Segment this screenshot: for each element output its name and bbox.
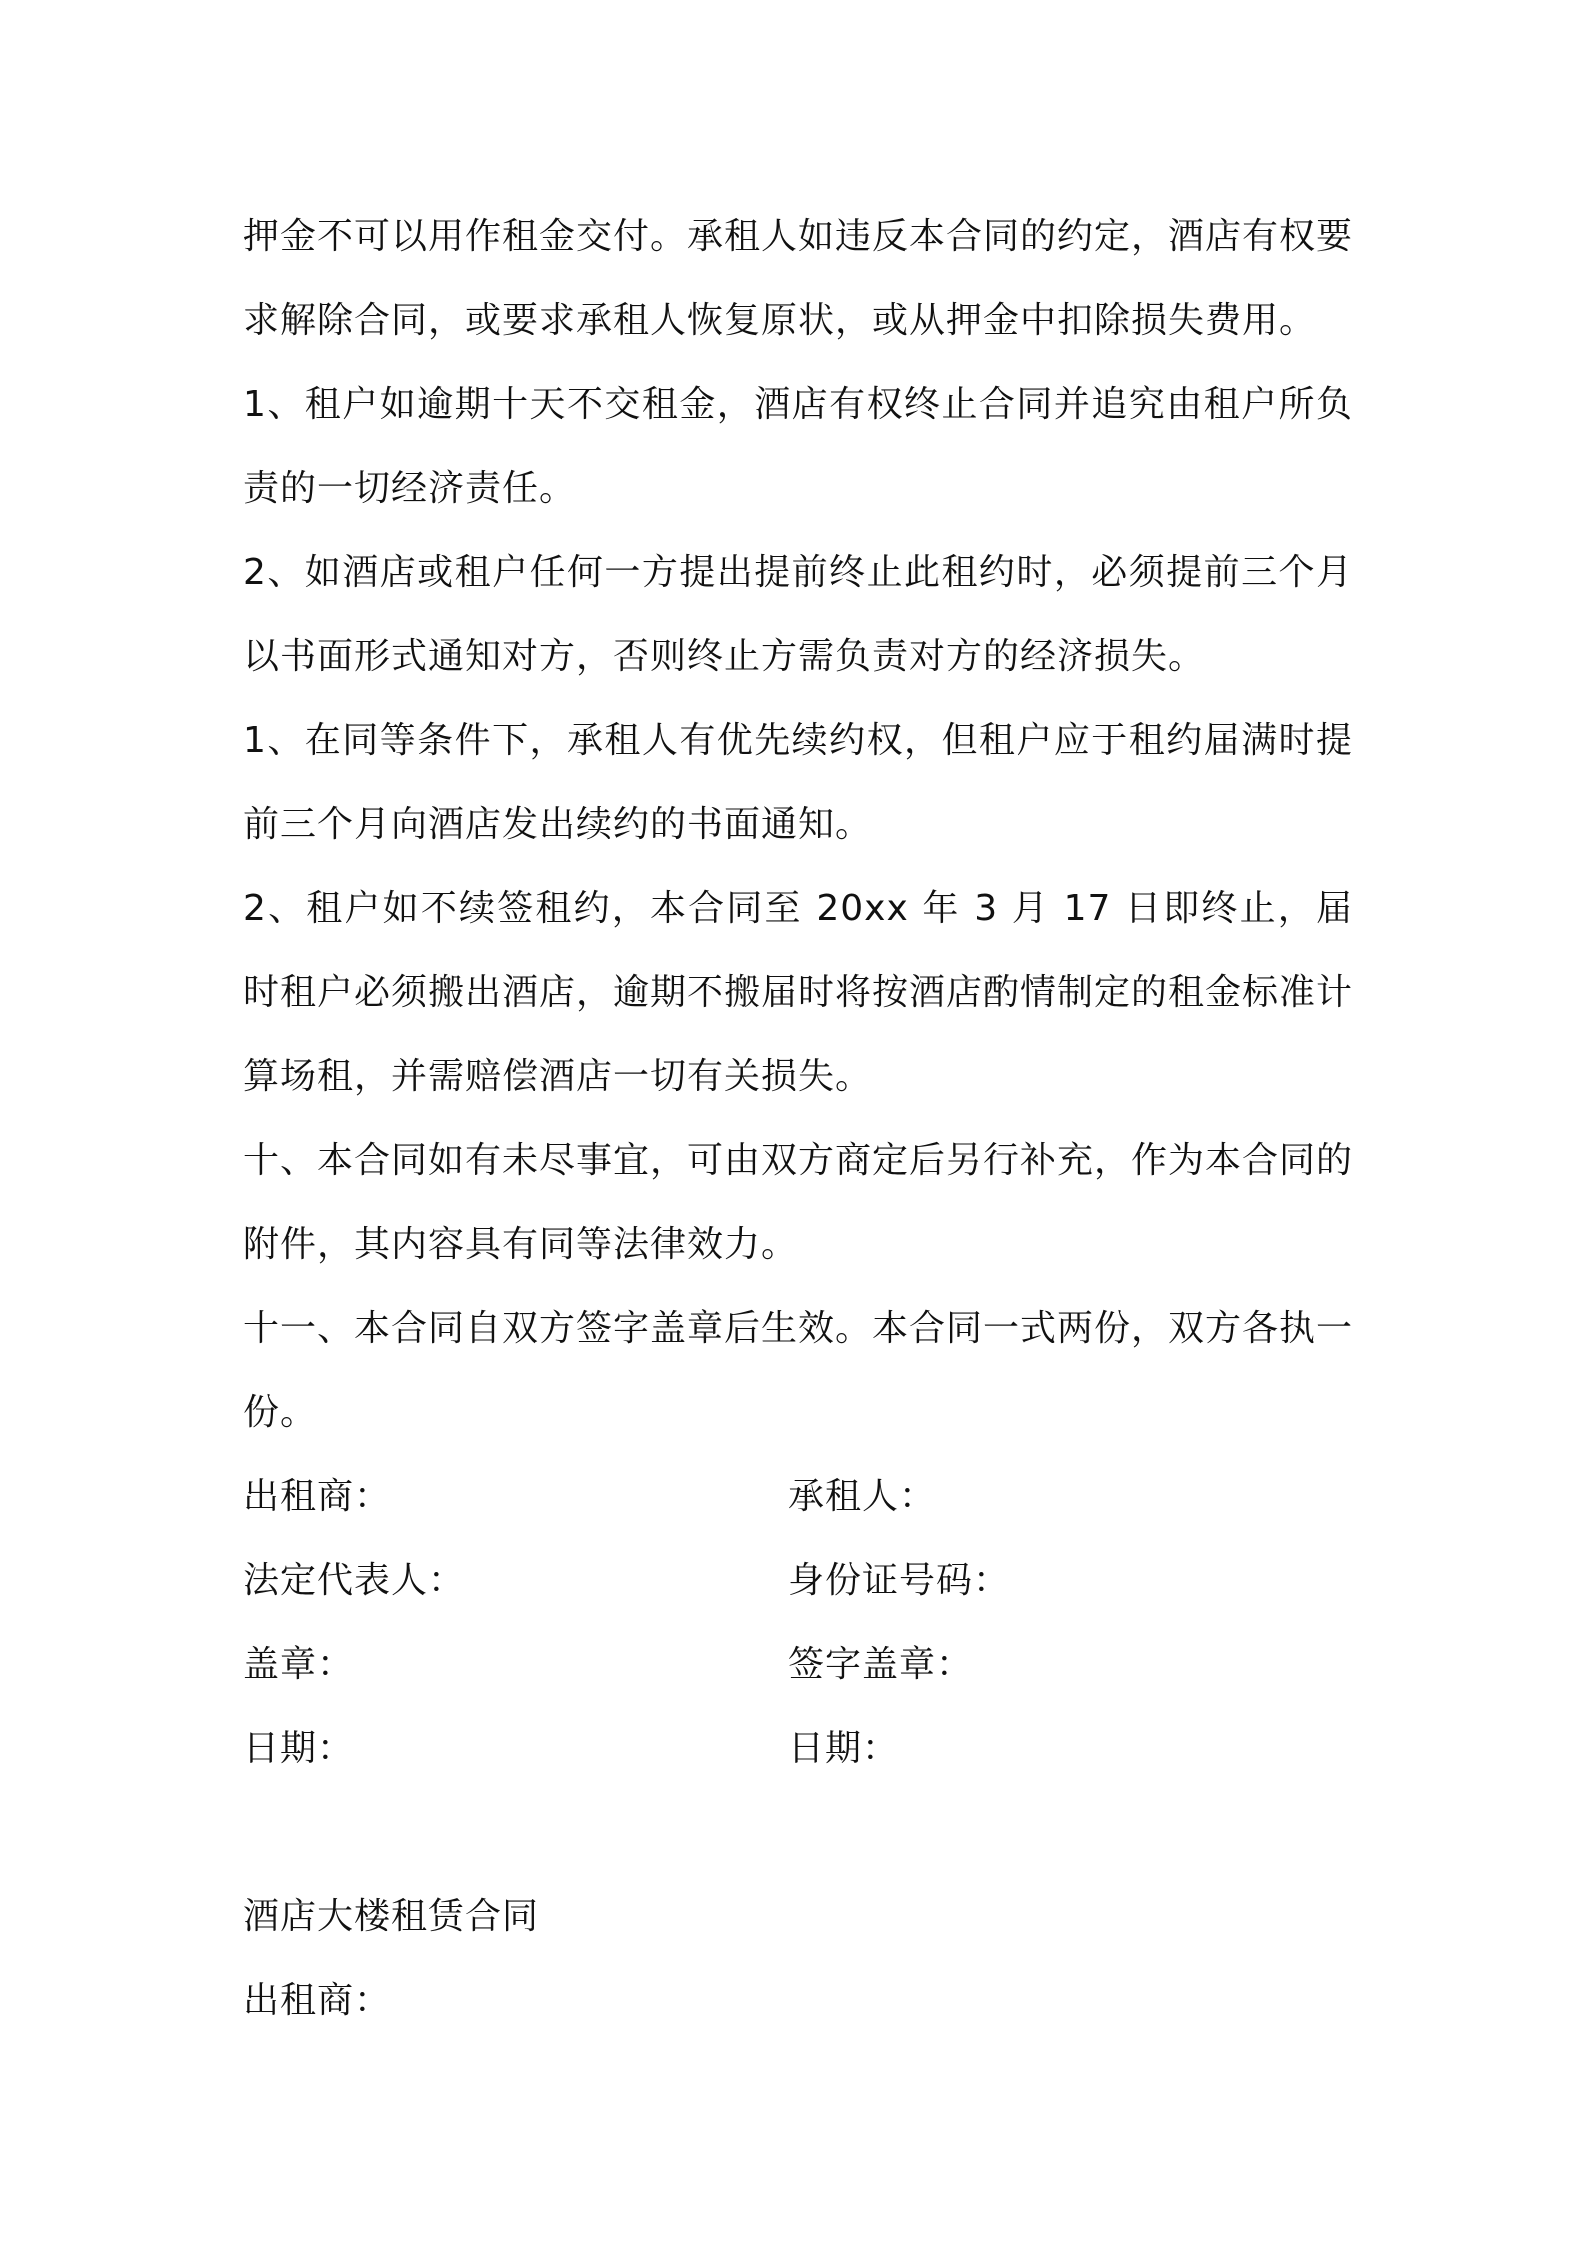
signature-seal-label: 签字盖章：	[788, 1644, 974, 1685]
paragraph-supplement: 十、本合同如有未尽事宜，可由双方商定后另行补充，作为本合同的附件，其内容具有同等法律效力。	[243, 1140, 1354, 1265]
id-number-label: 身份证号码：	[788, 1560, 1011, 1601]
lessor-date-label: 日期：	[243, 1728, 355, 1769]
signature-row-identity	[243, 1539, 1353, 1623]
lessee-label: 承租人：	[788, 1476, 937, 1517]
paragraph-deposit: 押金不可以用作租金交付。承租人如违反本合同的约定，酒店有权要求解除合同，或要求承租人恢复原状，或从押金中扣除损失费用。	[243, 216, 1354, 341]
paragraph-early-termination: 2、如酒店或租户任何一方提出提前终止此租约时，必须提前三个月以书面形式通知对方，否则终止方需负责对方的经济损失。	[243, 552, 1353, 677]
signature-row-date	[243, 1707, 1353, 1791]
signature-row-seal	[243, 1623, 1353, 1707]
paragraph-renewal-priority: 1、在同等条件下，承租人有优先续约权，但租户应于租约届满时提前三个月向酒店发出续约的书面通知。	[243, 720, 1353, 845]
next-contract-title: 酒店大楼租赁合同	[243, 1896, 540, 1937]
paragraph-overdue-rent: 1、租户如逾期十天不交租金，酒店有权终止合同并追究由租户所负责的一切经济责任。	[243, 384, 1353, 509]
section-gap	[243, 1791, 1353, 1875]
next-contract-lessor-label: 出租商：	[243, 1980, 392, 2021]
paragraph-effective: 十一、本合同自双方签字盖章后生效。本合同一式两份，双方各执一份。	[243, 1308, 1354, 1433]
lessor-label: 出租商：	[243, 1476, 392, 1517]
seal-label: 盖章：	[243, 1644, 355, 1685]
paragraph-non-renewal: 2、租户如不续签租约，本合同至 20xx 年 3 月 17 日即终止，届时租户必须搬出酒店，逾期不搬届时将按酒店酌情制定的租金标准计算场租，并需赔偿酒店一切有关损失。	[243, 888, 1354, 1097]
lessee-date-label: 日期：	[788, 1728, 900, 1769]
signature-row-party	[243, 1455, 1353, 1539]
document-body	[243, 195, 1353, 2043]
legal-representative-label: 法定代表人：	[243, 1560, 466, 1601]
